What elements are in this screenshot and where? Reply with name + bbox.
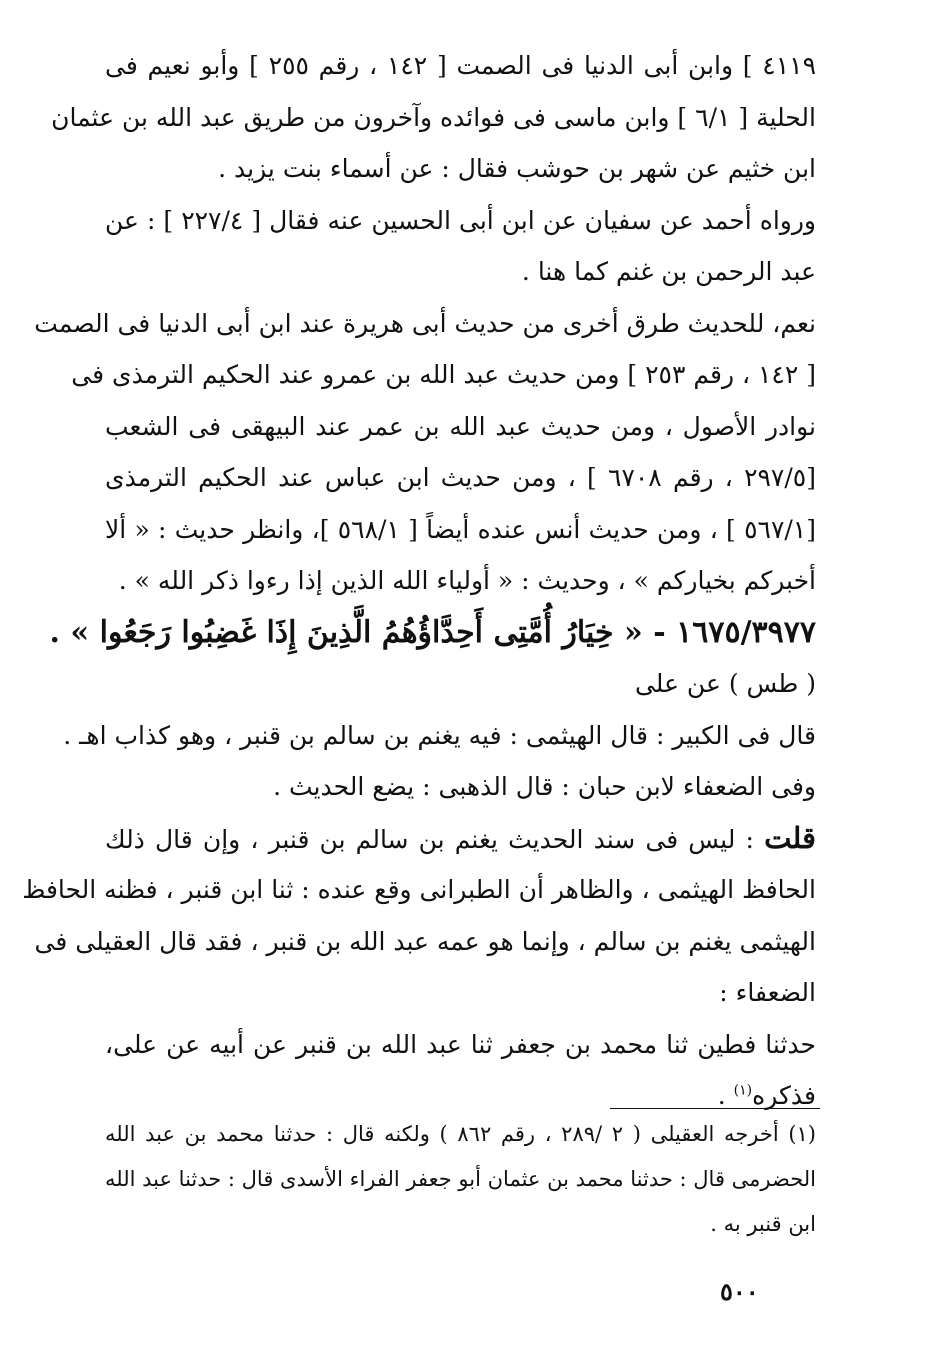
footnote-reference[interactable]: (١) xyxy=(733,1082,753,1099)
footnotes xyxy=(105,1112,816,1247)
qult-first-line xyxy=(105,813,816,865)
body-line: نعم، للحديث طرق أخرى من حديث أبى هريرة عند ابن أبى الدنيا فى الصمت xyxy=(34,308,816,338)
qult-line: الحافظ الهيثمى ، والظاهر أن الطبرانى وقع عنده : ثنا ابن قنبر ، فظنه الحافظ xyxy=(22,875,816,904)
qult-line: الضعفاء : xyxy=(719,978,816,1007)
body-line: [٢٩٧/٥ ، رقم ٦٧٠٨ ] ، ومن حديث ابن عباس عند الحكيم الترمذى xyxy=(105,463,816,492)
last-line-end: . xyxy=(717,1081,734,1110)
main-text xyxy=(22,40,817,1122)
body-line: [ ١٤٢ ، رقم ٢٥٣ ] ومن حديث عبد الله بن عمرو عند الحكيم الترمذى فى xyxy=(71,360,816,389)
footnote-line: (١) أخرجه العقيلى ( ٢ /٢٨٩ ، رقم ٨٦٢ ) ولكنه قال : حدثنا محمد بن عبد الله xyxy=(105,1122,816,1146)
footnote-line: ابن قنبر به . xyxy=(710,1212,816,1236)
body-line: ابن خثيم عن شهر بن حوشب فقال : عن أسماء بنت يزيد . xyxy=(218,154,816,183)
body-line: [٥٦٧/١ ] ، ومن حديث أنس عنده أيضاً [ ٥٦٨/١ ]، وانظر حديث : « ألا xyxy=(105,514,816,544)
qult-line: حدثنا فطين ثنا محمد بن جعفر ثنا عبد الله بن قنبر عن أبيه عن على، xyxy=(105,1029,816,1059)
qult-label: قلت xyxy=(764,820,817,855)
qult-line: الهيثمى يغنم بن سالم ، وإنما هو عمه عبد الله بن قنبر ، فقد قال العقيلى فى xyxy=(34,926,816,956)
footnote-separator xyxy=(610,1108,820,1109)
hadith-source: ( طس ) عن على xyxy=(634,669,816,698)
body-line: الحلية [ ٦/١ ] وابن ماسى فى فوائده وآخرون من طريق عبد الله بن عثمان xyxy=(51,102,816,132)
body-line: أخبركم بخياركم » ، وحديث : « أولياء الله الذين إذا رءوا ذكر الله » . xyxy=(118,566,816,595)
commentary-line: وفى الضعفاء لابن حبان : قال الذهبى : يضع الحديث . xyxy=(273,772,816,801)
body-line: عبد الرحمن بن غنم كما هنا . xyxy=(521,257,816,286)
page-number: ٥٠٠ xyxy=(720,1277,759,1306)
commentary-line: قال فى الكبير : قال الهيثمى : فيه يغنم بن سالم بن قنبر ، وهو كذاب اهـ . xyxy=(63,720,816,750)
body-line: نوادر الأصول ، ومن حديث عبد الله بن عمر عند البيهقى فى الشعب xyxy=(105,411,816,441)
body-line: ورواه أحمد عن سفيان عن ابن أبى الحسين عنه فقال [ ٢٢٧/٤ ] : عن xyxy=(105,205,817,235)
body-line: ٤١١٩ ] وابن أبى الدنيا فى الصمت [ ١٤٢ ، رقم ٢٥٥ ] وأبو نعيم فى xyxy=(105,51,817,80)
last-line-text: فذكره xyxy=(752,1081,816,1110)
qult-text: : ليس فى سند الحديث يغنم بن سالم بن قنبر ، وإن قال ذلك xyxy=(105,824,754,854)
footnote-line: الحضرمى قال : حدثنا محمد بن عثمان أبو جعفر الفراء الأسدى قال : حدثنا عبد الله xyxy=(104,1167,816,1191)
hadith-heading: ١٦٧٥/٣٩٧٧ - « خِيَارُ أُمَّتِى أَحِدَّاؤُهُمُ الَّذِينَ إِذَا غَضِبُوا رَجَعُوا » . xyxy=(49,614,816,650)
